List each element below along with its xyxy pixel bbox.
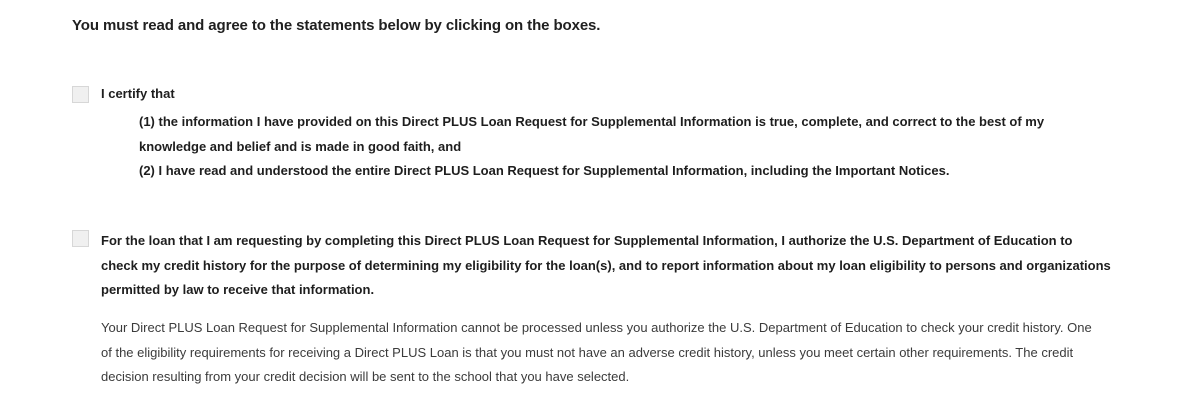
certify-statement-item-2: (2) I have read and understood the entire Direct PLUS Loan Request for Supplemental Information, including the Important Notices. <box>139 163 950 178</box>
credit-authorization-checkbox[interactable] <box>72 230 89 247</box>
credit-check-note: Your Direct PLUS Loan Request for Supplemental Information cannot be processed unless you authorize the U.S. Department of Education to check your credit history. One of the eligibility requirements for receiving a Direct PLUS Loan is that you must not have an adverse credit history, unless you meet certain other requirements. The credit decision resulting from your credit decision will be sent to the school that you have selected. <box>101 320 1092 384</box>
credit-authorization-statement: For the loan that I am requesting by completing this Direct PLUS Loan Request for Supplemental Information, I authorize the U.S. Department of Education to check my credit history for the purpose of determining my eligibility for the loan(s), and to report information about my loan eligibility to persons and organizations permitted by law to receive that information. <box>101 233 1111 297</box>
certify-statement-list <box>139 110 1099 184</box>
certify-statement-item-1: (1) the information I have provided on this Direct PLUS Loan Request for Supplemental Information is true, complete, and correct to the best of my knowledge and belief and is made in good faith, and <box>139 114 1045 154</box>
certify-intro-label: I certify that <box>101 86 175 101</box>
instructions-heading: You must read and agree to the statements below by clicking on the boxes. <box>72 17 601 34</box>
certify-checkbox[interactable] <box>72 86 89 103</box>
